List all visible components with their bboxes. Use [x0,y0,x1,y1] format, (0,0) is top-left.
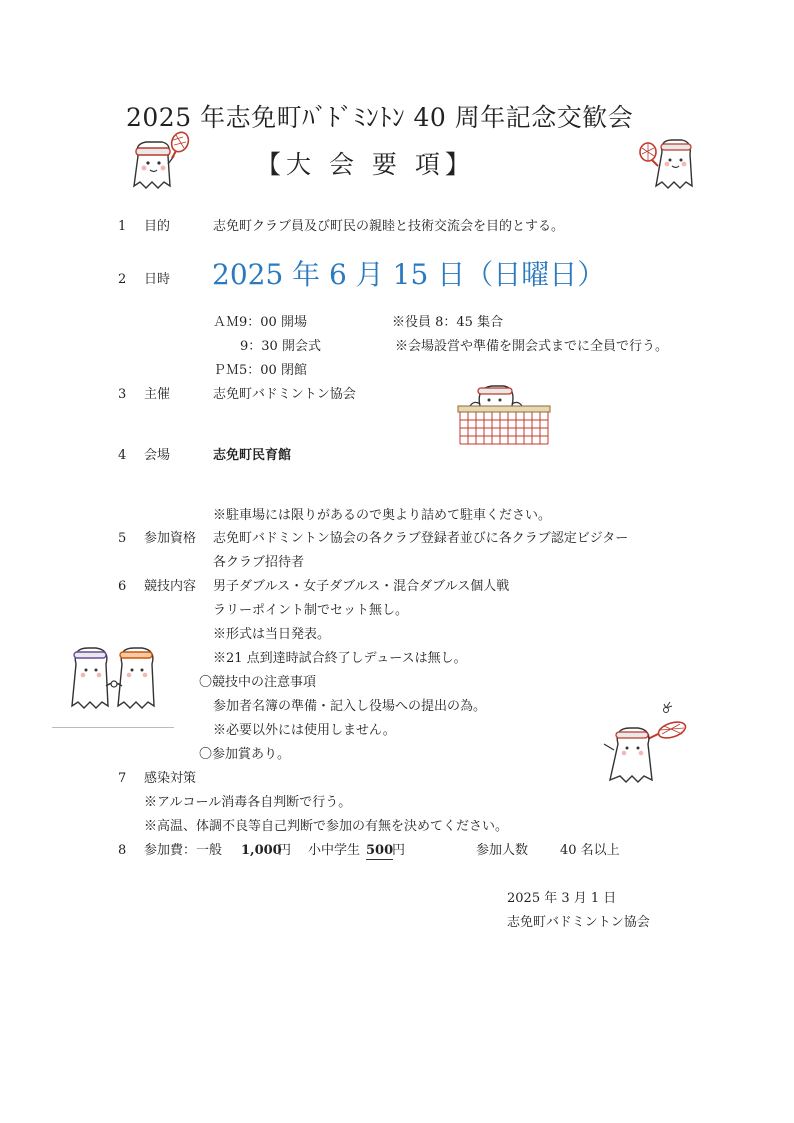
infection-line: ※高温、体調不良等自己判断で参加の有無を決めてください。 [144,819,509,834]
divider-line [52,727,174,728]
yen-unit: 円 [392,843,406,858]
ceremony-time: 9：30 開会式 [240,339,321,354]
venue-name: 志免町民育館 [213,448,292,463]
parking-note: ※駐車場には限りがあるので奥より詰めて駐車ください。 [213,508,552,523]
eligibility-line: 各クラブ招待者 [213,555,305,570]
setup-note: ※会場設営や準備を開会式までに全員で行う。 [395,339,669,354]
shuttlecock-racket-icon [636,134,700,198]
shuttlecocks-handshake-icon [66,640,166,716]
shuttlecock-swing-icon [600,700,696,786]
section-label: 参加資格 [144,531,197,546]
section-label: 主催 [144,387,171,402]
shuttlecock-racket-icon [124,126,194,200]
close-time: ＰＭ5：00 閉館 [213,363,307,378]
competition-line: 男子ダブルス・女子ダブルス・混合ダブルス個人戦 [213,579,510,594]
prize-note: 〇参加賞あり。 [199,747,291,762]
participant-count-value: 40 名以上 [560,843,620,858]
notes-heading: 〇競技中の注意事項 [199,675,317,690]
eligibility-line: 志免町バドミントン協会の各クラブ登録者並びに各クラブ認定ビジター [213,531,629,546]
section-label: 目的 [144,219,171,234]
section-number: 5 [118,531,127,546]
issue-date: 2025 年 3 月 1 日 [507,891,617,906]
section-number: 1 [118,219,127,234]
badminton-net-icon [456,376,552,448]
participant-count-label: 参加人数 [476,843,529,858]
page-title: 2025 年志免町ﾊﾞﾄﾞﾐﾝﾄﾝ 40 周年記念交歓会 [126,103,634,132]
purpose-text: 志免町クラブ員及び町民の親睦と技術交流会を目的とする。 [213,219,565,234]
section-number: 4 [118,448,127,463]
section-number: 7 [118,771,127,786]
section-number: 2 [118,272,127,287]
infection-line: ※アルコール消毒各自判断で行う。 [144,795,352,810]
section-label: 日時 [144,272,171,287]
general-fee: 1,000 [241,843,282,858]
issuer-org: 志免町バドミントン協会 [507,915,650,930]
section-number: 3 [118,387,127,402]
student-fee: 500 [366,843,394,858]
yen-unit: 円 [278,843,292,858]
section-label: 感染対策 [144,771,197,786]
competition-line: ラリーポイント制でセット無し。 [213,603,409,618]
organizer-text: 志免町バドミントン協会 [213,387,356,402]
competition-line: ※形式は当日発表。 [213,627,331,642]
fee-label: 参加費：一般 [144,843,223,858]
note-line: 参加者名簿の準備・記入し役場への提出の為。 [213,699,487,714]
section-label: 競技内容 [144,579,197,594]
section-number: 8 [118,843,127,858]
section-number: 6 [118,579,127,594]
section-label: 会場 [144,448,171,463]
open-time: ＡＭ9：00 開場 [213,315,307,330]
staff-gather-note: ※役員 8：45 集合 [392,315,504,330]
event-date: 2025 年 6 月 15 日（日曜日） [212,258,606,291]
page-subtitle: 【大 会 要 項】 [256,150,475,179]
note-line: ※必要以外には使用しません。 [213,723,396,738]
student-label: 小中学生 [308,843,361,858]
competition-line: ※21 点到達時試合終了しデュースは無し。 [213,651,467,666]
